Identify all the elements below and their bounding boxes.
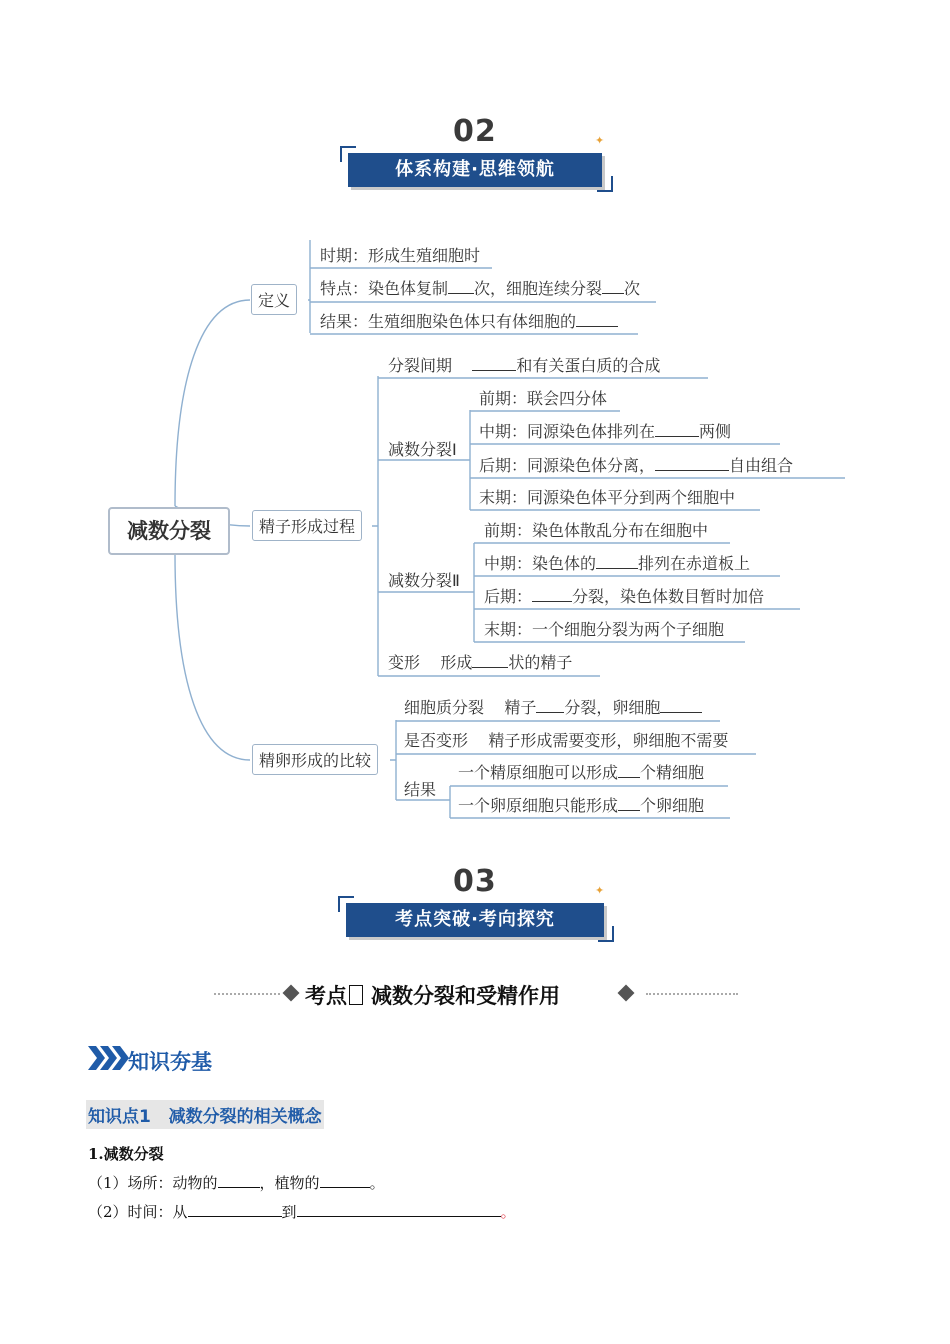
res1-a: 一个精原细胞可以形成 (458, 763, 619, 782)
knowledge-point-1-title: 知识点1 减数分裂的相关概念 (86, 1100, 324, 1129)
item-1-line-2 (88, 1201, 516, 1222)
m2-metaphase-a: 中期：染色体的 (484, 554, 597, 573)
compare-deform (404, 728, 728, 751)
item-1-heading: 1.减数分裂 (88, 1145, 164, 1163)
l2-c: 。 (500, 1203, 516, 1221)
compare-result-2 (458, 793, 704, 816)
l1-a: （1）场所：动物的 (88, 1174, 218, 1192)
m1-telophase: 末期：同源染色体平分到两个细胞中 (479, 488, 736, 507)
interphase-text: 和有关蛋白质的合成 (516, 356, 661, 375)
compare-result-1 (458, 760, 704, 783)
m2-anaphase-a: 后期： (484, 587, 533, 606)
diamond-right-icon (618, 985, 635, 1002)
kaodian-title (305, 980, 560, 1010)
deform-c: 状的精子 (508, 653, 573, 672)
l1-c: 。 (369, 1174, 385, 1192)
sperm-interphase (388, 353, 660, 376)
m2-metaphase (484, 551, 750, 574)
mindmap-node-compare: 精卵形成的比较 (252, 744, 378, 775)
def-result-text: 结果：生殖细胞染色体只有体细胞的 (320, 312, 577, 331)
mindmap-node-sperm-formation: 精子形成过程 (252, 510, 362, 541)
m2-prophase: 前期：染色体散乱分布在细胞中 (484, 521, 709, 540)
diamond-left-icon (283, 985, 300, 1002)
section-03-title: 考点突破·考向探究 (346, 903, 604, 937)
cyto-b: 精子 (504, 698, 537, 717)
def-feature-part-c: 次 (624, 279, 641, 298)
m1-anaphase-b: 自由组合 (729, 456, 794, 475)
section-02-number: 02 (453, 114, 497, 149)
meiosis-1-label: 减数分裂Ⅰ (388, 440, 457, 459)
m1-prophase: 前期：联会四分体 (479, 389, 608, 408)
compare-cytoplasm (404, 695, 702, 718)
sperm-deformation (388, 650, 572, 673)
l1-b: ，植物的 (259, 1174, 320, 1192)
res2-a: 一个卵原细胞只能形成 (458, 796, 619, 815)
res1-b: 个精细胞 (640, 763, 705, 782)
m1-anaphase-a: 后期：同源染色体分离， (479, 456, 656, 475)
compare-deform-label: 是否变形 (404, 731, 469, 750)
mindmap-node-definition: 定义 (251, 284, 297, 315)
compare-result-label: 结果 (404, 780, 437, 799)
heading-dots-left (214, 993, 280, 995)
m1-metaphase (479, 419, 731, 442)
deform-label: 变形 (388, 653, 421, 672)
heading-dots-right (646, 993, 738, 995)
def-feature-part-b: 次，细胞连续分裂 (474, 279, 603, 298)
m1-anaphase (479, 453, 793, 476)
mindmap-root: 减数分裂 (108, 507, 230, 555)
sparkle-icon: ✦ (595, 134, 605, 147)
banner-bracket-right (598, 926, 614, 942)
sparkle-icon: ✦ (595, 884, 605, 897)
m2-anaphase (484, 584, 764, 607)
deform-b: 形成 (440, 653, 473, 672)
section-02-title: 体系构建·思维领航 (348, 153, 602, 187)
m1-metaphase-b: 两侧 (699, 422, 732, 441)
def-result (320, 309, 618, 332)
res2-b: 个卵细胞 (640, 796, 705, 815)
def-feature (320, 276, 640, 299)
m2-anaphase-b: 分裂，染色体数目暂时加倍 (572, 587, 765, 606)
def-feature-part-a: 特点：染色体复制 (320, 279, 449, 298)
compare-deform-text: 精子形成需要变形，卵细胞不需要 (488, 731, 729, 750)
cyto-c: 分裂，卵细胞 (564, 698, 661, 717)
meiosis-2-label: 减数分裂Ⅱ (388, 571, 460, 590)
l2-a: （2）时间：从 (88, 1203, 188, 1221)
kaodian-topic: 减数分裂和受精作用 (371, 984, 560, 1008)
item-1-line-1 (88, 1172, 385, 1193)
zhishi-title: 知识夯基 (128, 1050, 212, 1074)
m1-metaphase-a: 中期：同源染色体排列在 (479, 422, 656, 441)
cyto-label: 细胞质分裂 (404, 698, 485, 717)
def-period: 时期：形成生殖细胞时 (320, 246, 481, 265)
section-03-number: 03 (453, 864, 497, 899)
l2-b: 到 (281, 1203, 297, 1221)
m2-metaphase-b: 排列在赤道板上 (638, 554, 751, 573)
m2-telophase: 末期：一个细胞分裂为两个子细胞 (484, 620, 725, 639)
kaodian-label: 考点 (305, 984, 347, 1008)
interphase-label: 分裂间期 (388, 356, 453, 375)
kaodian-missing-glyph (349, 985, 363, 1005)
triple-chevron-icon (88, 1046, 130, 1070)
